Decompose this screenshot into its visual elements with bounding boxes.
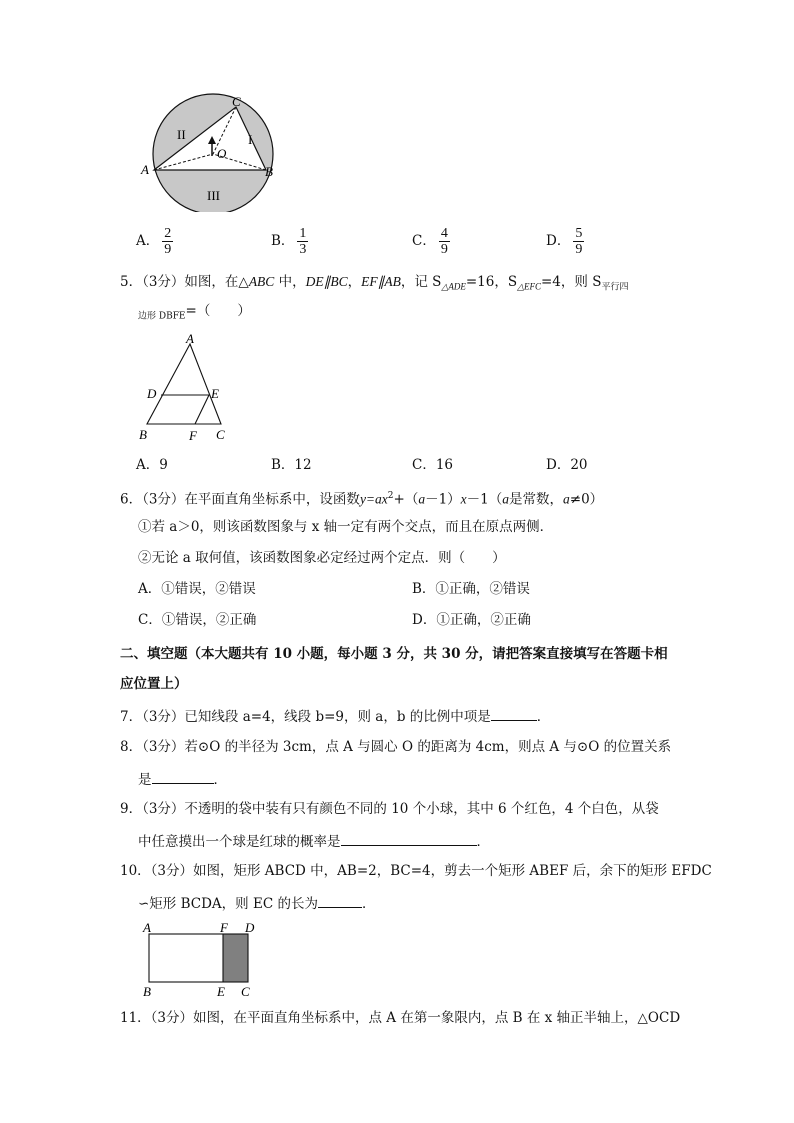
q11-line1: 11．（3分）如图，在平面直角坐标系中，点 A 在第一象限内，点 B 在 x 轴正半轴上，△OCD	[120, 1010, 681, 1026]
q4-option-b: B． $\frac{1}{3}$	[271, 226, 307, 257]
region-3: III	[207, 188, 220, 203]
label-c: C	[232, 94, 241, 109]
q10-label-c: C	[241, 984, 250, 999]
q10-label-b: B	[143, 984, 151, 999]
q10-line2: ∽矩形 BCDA，则 EC 的长为 ．	[138, 893, 375, 913]
q6-option-a: A．①错误，②错误	[138, 581, 256, 597]
region-1: I	[248, 132, 253, 147]
q9-line1: 9．（3分）不透明的袋中装有只有颜色不同的 10 个小球，其中 6 个红色，4 个白色，从袋	[120, 801, 659, 817]
q10-label-a: A	[143, 920, 151, 935]
q10-answer-blank[interactable]	[318, 893, 362, 908]
q10-label-e: E	[217, 984, 225, 999]
q4-option-d: D． $\frac{5}{9}$	[546, 226, 583, 257]
q4-option-a: A． $\frac{2}{9}$	[136, 226, 172, 257]
label-a: A	[141, 162, 149, 177]
q6-statement-2: ②无论 a 取何值，该函数图象必定经过两个定点．则（ ）	[138, 550, 506, 566]
q4-option-c: C． $\frac{4}{9}$	[412, 226, 448, 257]
triangle-figure-q5	[135, 330, 235, 445]
q6-option-c: C．①错误，②正确	[138, 612, 257, 628]
circle-figure	[135, 92, 285, 212]
q6-statement-1: ①若 a＞0，则该函数图象与 x 轴一定有两个交点，而且在原点两侧．	[138, 519, 554, 535]
q8-answer-blank[interactable]	[152, 769, 214, 784]
q5-line1: 5．（3分）如图，在△ABC 中，DE∥BC，EF∥AB，记 $S_{\triangle ADE}=16$，$S_{\triangle EFC}=4$，则 $S_{平行四}$	[120, 274, 629, 293]
q5-label-f: F	[189, 428, 197, 443]
section-2-heading-line1: 二、填空题（本大题共有 10 小题，每小题 3 分，共 30 分，请把答案直接填写在答题卡相	[120, 646, 668, 662]
q9-answer-blank[interactable]	[341, 831, 477, 846]
label-o: O	[217, 146, 227, 161]
q6-line1: 6．（3分）在平面直角坐标系中，设函数$y=ax^2+(a-1)x-1(a$是常数，a≠0）	[120, 491, 604, 508]
q8-line1: 8．（3分）若⊙O 的半径为 3cm，点 A 与圆心 O 的距离为 4cm，则点 A 与⊙O 的位置关系	[120, 739, 672, 755]
shaded-rect-efdc	[223, 934, 248, 982]
q7: 7．（3分）已知线段 a=4，线段 b=9，则 a，b 的比例中项是 ．	[120, 706, 550, 726]
section-2-heading-line2: 应位置上）	[120, 676, 188, 692]
q10-label-f: F	[220, 920, 228, 935]
q5-option-c: C．16	[412, 457, 454, 473]
q5-label-a: A	[186, 331, 194, 346]
q5-option-d: D．20	[546, 457, 588, 473]
label-b: B	[265, 164, 273, 179]
q5-label-d: D	[147, 386, 157, 401]
q6-option-b: B．①正确，②错误	[412, 581, 530, 597]
q5-label-c: C	[216, 427, 225, 442]
q5-label-e: E	[211, 386, 219, 401]
q10-line1: 10．（3分）如图，矩形 ABCD 中，AB=2，BC=4，剪去一个矩形 ABEF 后，余下的矩形 EFDC	[120, 863, 712, 879]
rectangle-figure-q10	[138, 918, 263, 1000]
q5-option-b: B．12	[271, 457, 312, 473]
q7-answer-blank[interactable]	[491, 706, 537, 721]
q9-line2: 中任意摸出一个球是红球的概率是 ．	[138, 831, 490, 851]
region-2: II	[177, 127, 186, 142]
q5-option-a: A．9	[136, 457, 168, 473]
q5-label-b: B	[139, 427, 147, 442]
q10-label-d: D	[245, 920, 255, 935]
q6-option-d: D．①正确，②正确	[412, 612, 531, 628]
q5-line2: $_{边形 DBFE}$=（ ）	[138, 303, 251, 322]
q8-line2: 是 ．	[138, 769, 227, 789]
